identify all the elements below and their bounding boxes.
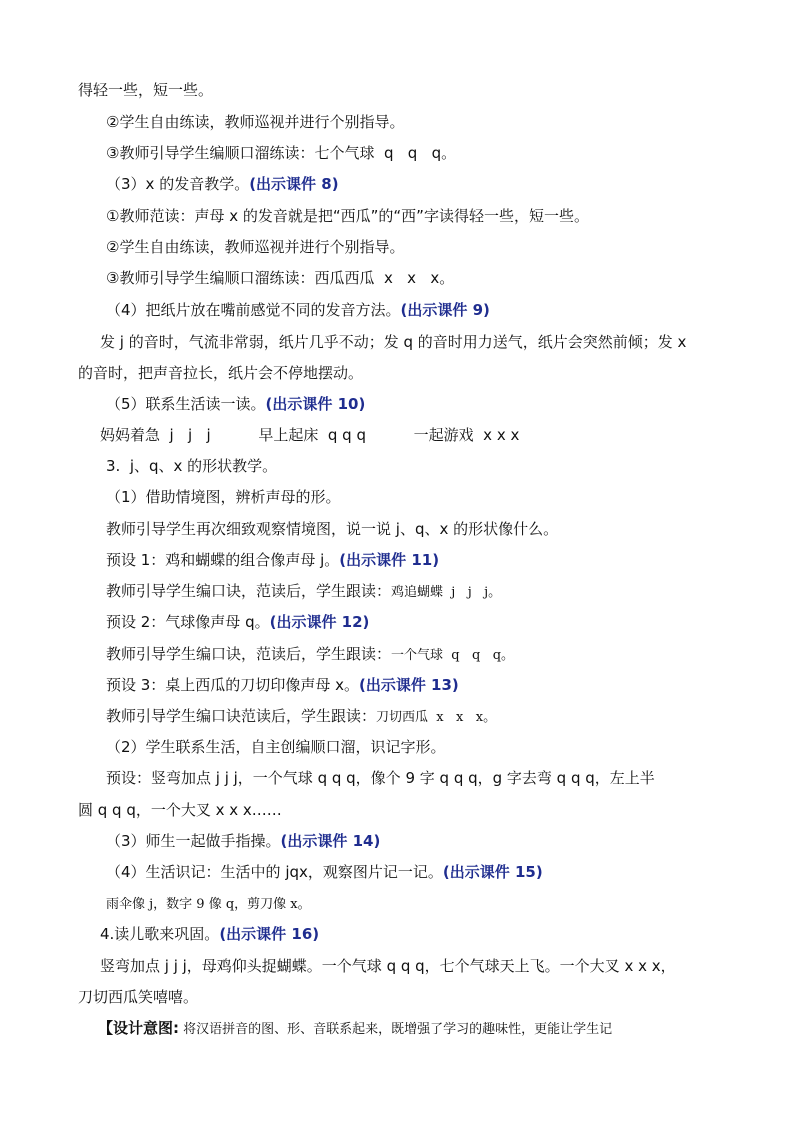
mnemonic-text: 刀切西瓜 x x x。 — [376, 710, 497, 725]
courseware-ref: (出示课件 12) — [269, 613, 370, 631]
text-line: 竖弯加点 j j j，母鸡仰头捉蝴蝶。一个气球 q q q，七个气球天上飞。一个大叉 x x x， — [100, 957, 676, 975]
courseware-ref: (出示课件 9) — [400, 301, 490, 319]
courseware-ref: (出示课件 13) — [358, 676, 459, 694]
text-line: 刀切西瓜笑嘻嘻。 — [78, 988, 199, 1006]
text-line: （1）借助情境图，辨析声母的形。 — [106, 488, 341, 506]
text-line: 预设 2：气球像声母 q。(出示课件 12) — [106, 613, 370, 631]
text-line: （2）学生联系生活，自主创编顺口溜，识记字形。 — [106, 738, 446, 756]
text-line: （4）生活识记：生活中的 jqx，观察图片记一记。(出示课件 15) — [106, 863, 543, 881]
courseware-ref: (出示课件 11) — [339, 551, 440, 569]
text-line: 教师引导学生编口诀，范读后，学生跟读：鸡追蝴蝶 j j j。 — [106, 582, 502, 600]
text-line: ②学生自由练读，教师巡视并进行个别指导。 — [106, 238, 405, 256]
text-line: 预设 1：鸡和蝴蝶的组合像声母 j。(出示课件 11) — [106, 551, 440, 569]
text-line: 教师引导学生编口诀，范读后，学生跟读：一个气球 q q q。 — [106, 645, 515, 663]
courseware-ref: (出示课件 16) — [219, 925, 320, 943]
section-heading: （4）把纸片放在嘴前感觉不同的发音方法。(出示课件 9) — [106, 301, 490, 319]
text-line: 发 j 的音时，气流非常弱，纸片几乎不动；发 q 的音时用力送气，纸片会突然前倾；发 x — [100, 333, 687, 351]
section-heading: （3）x 的发音教学。(出示课件 8) — [106, 175, 339, 193]
courseware-ref: (出示课件 14) — [280, 832, 381, 850]
courseware-ref: (出示课件 10) — [265, 395, 366, 413]
text-line: 得轻一些，短一些。 — [78, 81, 214, 99]
design-intent-line — [98, 1018, 612, 1040]
text-line: 教师引导学生再次细致观察情境图，说一说 j、q、x 的形状像什么。 — [106, 520, 559, 538]
text-line: 教师引导学生编口诀范读后，学生跟读：刀切西瓜 x x x。 — [106, 707, 497, 725]
text-line: 的音时，把声音拉长，纸片会不停地摆动。 — [78, 364, 364, 382]
courseware-ref: (出示课件 8) — [249, 175, 339, 193]
text-line: ③教师引导学生编顺口溜练读：西瓜西瓜 x x x。 — [106, 269, 455, 287]
text-line: 妈妈着急 j j j 早上起床 q q q 一起游戏 x x x — [100, 426, 520, 444]
text-line: 圆 q q q，一个大叉 x x x…… — [78, 801, 282, 819]
text-line: ③教师引导学生编顺口溜练读：七个气球 q q q。 — [106, 144, 457, 162]
text-line: 预设 3：桌上西瓜的刀切印像声母 x。(出示课件 13) — [106, 676, 459, 694]
courseware-ref: (出示课件 15) — [442, 863, 543, 881]
mnemonic-text: 雨伞像 j，数字 9 像 q，剪刀像 x。 — [106, 897, 311, 912]
text-line: 预设：竖弯加点 j j j，一个气球 q q q，像个 9 字 q q q，g 字去弯 q q q，左上半 — [106, 769, 655, 787]
text-line: ②学生自由练读，教师巡视并进行个别指导。 — [106, 113, 405, 131]
section-heading: 3. j、q、x 的形状教学。 — [106, 457, 278, 475]
text-line — [106, 893, 311, 915]
design-intent-text: 将汉语拼音的图、形、音联系起来，既增强了学习的趣味性，更能让学生记 — [179, 1022, 613, 1037]
text-line: ①教师范读：声母 x 的发音就是把“西瓜”的“西”字读得轻一些，短一些。 — [106, 207, 589, 225]
mnemonic-text: 一个气球 q q q。 — [391, 648, 515, 663]
section-heading: （5）联系生活读一读。(出示课件 10) — [106, 395, 366, 413]
design-intent-label: 【设计意图: — [98, 1019, 179, 1037]
text-line: （3）师生一起做手指操。(出示课件 14) — [106, 832, 381, 850]
section-heading: 4.读儿歌来巩固。(出示课件 16) — [100, 925, 320, 943]
mnemonic-text: 鸡追蝴蝶 j j j。 — [391, 585, 502, 600]
